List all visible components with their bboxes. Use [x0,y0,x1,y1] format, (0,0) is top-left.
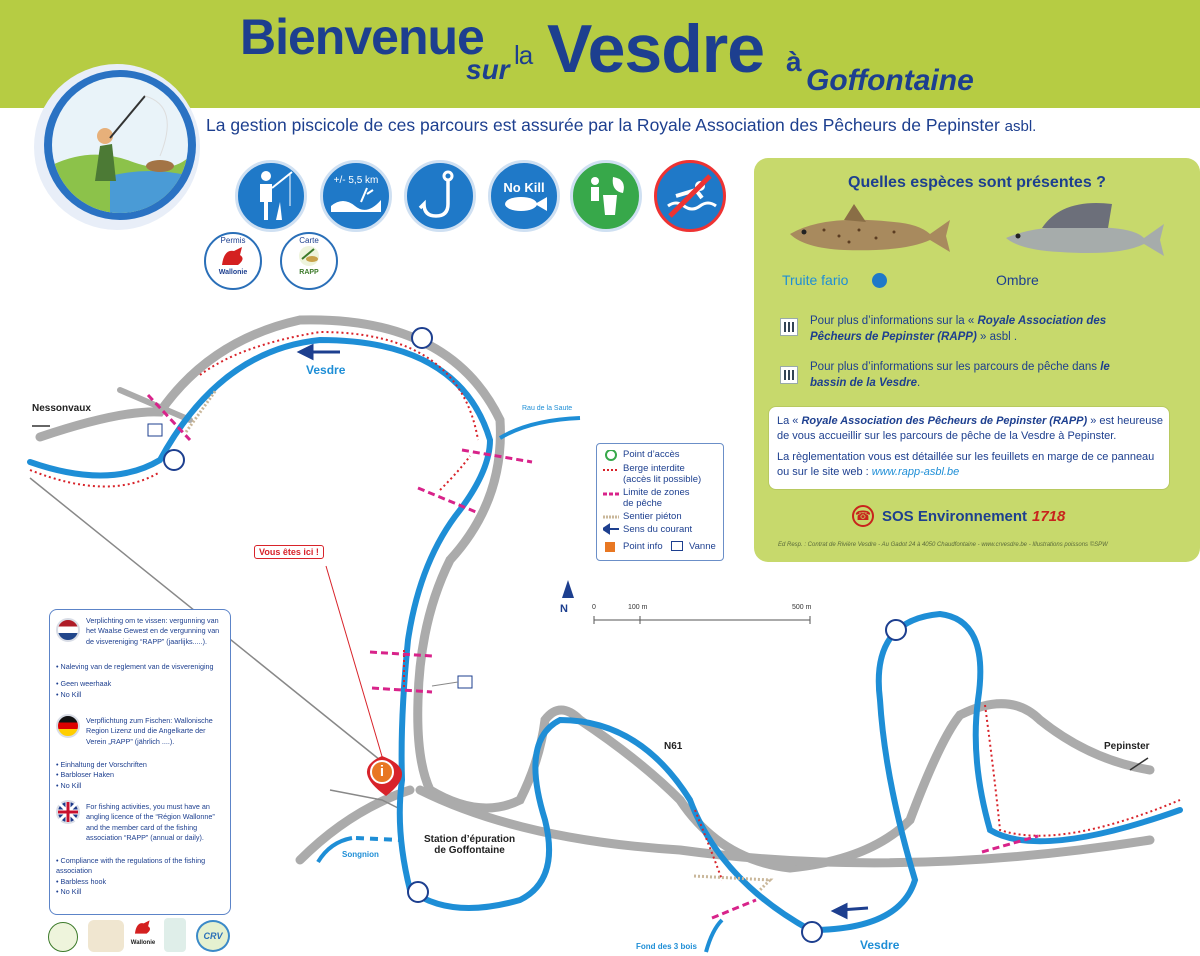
sos-number: 1718 [1032,508,1066,525]
en-list: • Compliance with the regulations of the fishing association • Barbless hook • No Kill [56,856,206,897]
vesdre-label-top: Vesdre [306,363,346,377]
access-point-1 [412,328,432,348]
songnion-label: Songnion [342,850,379,859]
n61-road [420,790,1150,863]
info-bassin-bold: le bassin de la Vesdre [810,361,1110,390]
title-la: la [514,40,533,70]
wallonie-footer-logo [130,916,156,952]
legend-valve-symbol [671,541,683,551]
legend-footpath: Sentier piéton [623,511,682,522]
uk-cross [58,802,78,822]
fish-pictogram [501,195,547,213]
en-text: For fishing activities, you must have an angling licence of the “Région Wallonne” and the member card of the fishing association “RAPP” (annual or daily). [86,802,215,843]
footpath-2 [694,876,770,890]
distance-icon [320,160,392,232]
info-rapp-bold: Royale Association des Pêcheurs de Pepinster (RAPP) [810,315,1107,344]
subtitle-suffix: asbl. [1004,118,1037,135]
swimmer-prohibited-pictogram [662,168,718,224]
access-points [164,328,906,942]
n61-label: N61 [664,741,683,752]
info-bassin-post: . [916,377,921,390]
de-list: • Einhaltung der Vorschriften • Barbloser Haken • No Kill [56,760,147,790]
no-kill-label: No Kill [503,179,545,195]
hook-icon [404,160,476,232]
title-river: Vesdre [547,11,765,87]
nl-text: Verplichting om te vissen: vergunning van het Waalse Gewest en de vergunning van de visvereniging “RAPP” (jaarlijks.....). [86,616,220,646]
legend-zone: Limite de zones [623,487,690,498]
angler-logo [44,70,196,220]
north-arrow [562,580,574,598]
uk-flag-icon [56,800,80,824]
legend-access: Point d’accès [623,449,680,460]
club-footer-logo [88,920,124,952]
nl-list: • Naleving van de reglement van de visvereniging • Geen weerhaak • No Kill [56,662,214,699]
station-label [424,834,515,856]
bin-pictogram [581,171,631,221]
legend-forbidden: Berge interdite [623,463,685,474]
scale-500: 500 m [792,604,812,611]
saute-label: Rau de la Saute [522,405,573,412]
hook-pictogram [418,170,462,222]
scale-100: 100 m [628,604,648,611]
legend-forbidden-sub: (accès lit possible) [623,474,702,485]
welcome-bold: Royale Association des Pêcheurs de Pepinster (RAPP) [801,415,1088,427]
saute-stream [500,418,580,438]
subtitle-text: La gestion piscicole de ces parcours est assurée par la Royale Association des Pêcheurs de Pepinster [206,115,1000,135]
nessonvaux-label: Nessonvaux [32,403,91,414]
no-kill-icon [488,160,560,232]
water-footer-logo [164,918,186,952]
dutch-flag-icon [56,618,80,642]
access-point-5 [802,922,822,942]
de-item-3: No Kill [60,780,82,790]
language-box [49,609,231,915]
phone-icon: ☎ [852,505,874,527]
map-legend [596,443,724,561]
nl-item-2: Geen weerhaak [60,679,112,689]
fond-label: Fond des 3 bois [636,942,697,951]
subtitle [206,115,1036,136]
title-welcome: Bienvenue [240,9,484,65]
carte-logo-text: RAPP [299,269,319,276]
access-point-4 [408,882,428,902]
forbidden-bank-3 [440,456,470,490]
north-label: N [560,603,568,615]
legend-zone-sub: de pêche [623,498,663,509]
grayling-illustration [1002,196,1166,266]
permis-badge [204,232,262,290]
scale-0: 0 [592,604,596,611]
current-arrows [300,346,868,917]
title-a: à [786,46,802,77]
valve-1 [148,424,162,436]
station-label-line2: de Goffontaine [434,845,505,856]
fond-stream [706,920,722,952]
songnion-dashed [356,838,400,840]
permis-logo-text: Wallonie [218,269,248,276]
rapp-website-link[interactable]: www.rapp-asbl.be [871,466,960,479]
vesdre-label-bottom: Vesdre [860,938,900,952]
fish1-label: Truite fario [782,272,849,288]
valve-2 [458,676,472,688]
title-sur: sur [466,54,510,85]
access-point-3 [886,620,906,640]
station-label-line1: Station d’épuration [424,834,516,845]
fish2-label: Ombre [996,272,1039,288]
en-item-1: Compliance with the regulations of the fishing association [56,856,206,876]
legend-valve: Vanne [689,541,716,552]
credits: Ed Resp. : Contrat de Rivière Vesdre - Au Gadot 24 à 4050 Chaudfontaine - www.crvesdre.be - Illustrations poissons ©SPW [778,542,1108,548]
pepinster-label: Pepinster [1104,741,1150,752]
you-are-here-pointer [326,566,386,770]
rooster-logo [218,245,248,267]
nl-item-3: No Kill [60,689,82,699]
sos-label: SOS Environnement [882,508,1028,525]
valve-2-pointer [432,682,458,686]
info-point-icon[interactable]: i [370,760,394,784]
permis-label: Permis [220,236,246,245]
trout-zone-icon [872,273,887,288]
rapp-logo [294,245,324,267]
angler-illustration [50,76,190,214]
legend-current: Sens du courant [623,524,693,535]
en-item-3: No Kill [60,887,82,897]
info-rapp-post: » asbl . [980,331,1018,344]
fishing-person-icon [235,160,307,232]
legend-symbols [603,450,619,556]
rapp-footer-logo [48,922,78,952]
distance-label: +/- 5,5 km [333,174,379,186]
carte-badge [280,232,338,290]
wallonie-rooster-icon [132,916,154,938]
access-point-2 [164,450,184,470]
de-item-2: Barbloser Haken [60,770,115,780]
brown-trout-illustration [784,200,954,262]
recycle-bin-icon [570,160,642,232]
no-swimming-icon [654,160,726,232]
species-title: Quelles espèces sont présentes ? [848,174,1106,191]
fisherman-pictogram [246,168,296,224]
info-rapp-pre: Pour plus d’informations sur la « [810,315,975,327]
welcome-post: » est heureuse de vous accueillir sur les parcours de pêche de la Vesdre à Pepinster. [777,415,1164,443]
river-pictogram [331,186,381,212]
carte-label: Carte [299,236,319,245]
rules-pre: La règlementation vous est détaillée sur les feuillets en marge de ce panneau ou sur le site web : [777,451,1155,479]
title-place: Goffontaine [806,64,974,97]
legend-info: Point info [623,541,663,552]
wallonie-footer-text: Wallonie [130,940,156,946]
welcome-pre: La « [777,415,799,427]
german-flag-icon [56,714,80,738]
nl-item-1: Naleving van de reglement van de visvereniging [60,662,214,671]
you-are-here-label: Vous êtes ici ! [254,545,324,559]
de-item-1: Einhaltung der Vorschriften [60,760,147,769]
crv-footer-logo: CRV [196,920,230,952]
info-bassin-pre: Pour plus d’informations sur les parcours de pêche dans [810,361,1098,373]
de-text: Verpflichtung zum Fischen: Wallonische Region Lizenz und die Angelkarte der Verein „RAPP” (jährlich ....). [86,716,213,746]
en-item-2: Barbless hook [60,876,107,886]
